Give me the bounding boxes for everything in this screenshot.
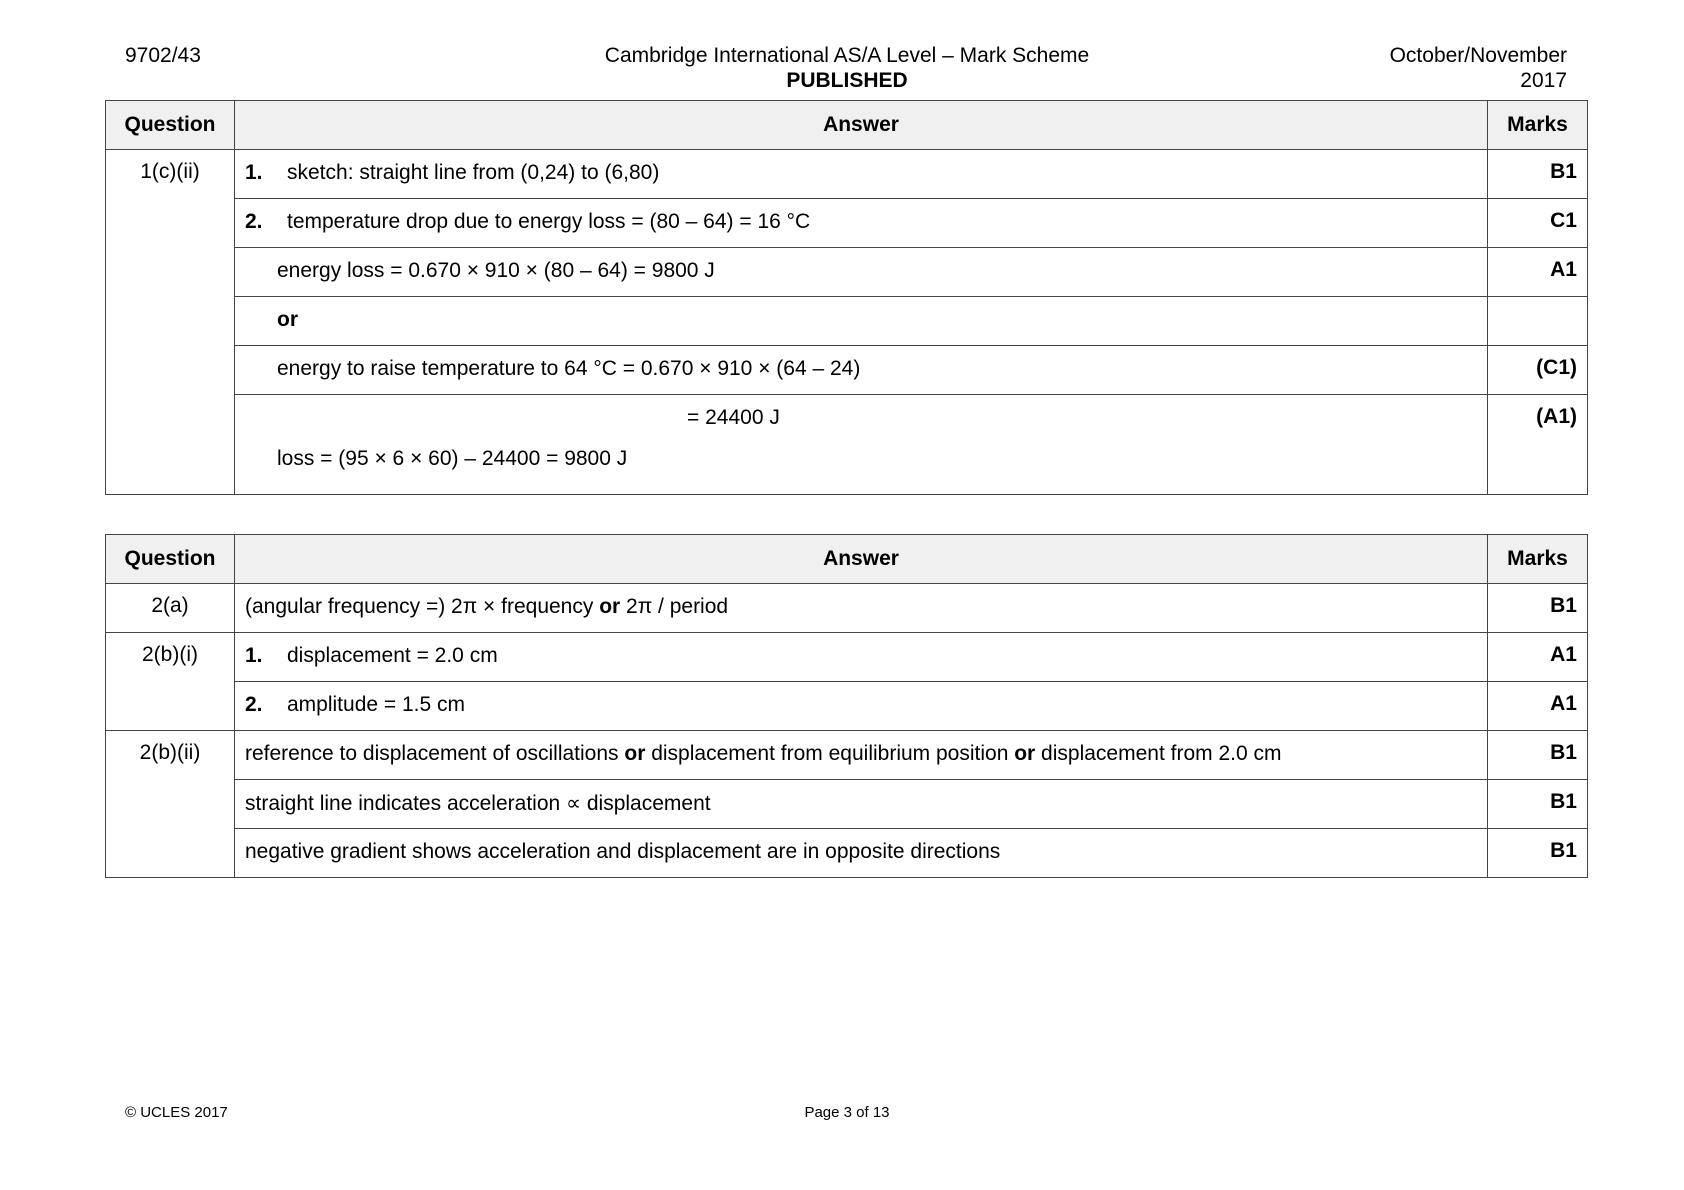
table-row	[106, 584, 1588, 633]
answer-text: temperature drop due to energy loss = (80 – 64) = 16 °C	[287, 210, 811, 233]
answer-part: (angular frequency =) 2π × frequency	[245, 595, 600, 618]
mark-code: B1	[1550, 594, 1577, 617]
answer-part: 2π / period	[620, 595, 729, 618]
answer-text: negative gradient shows acceleration and displacement are in opposite directions	[245, 840, 1001, 863]
mark-code: B1	[1550, 839, 1577, 862]
mark-code: B1	[1550, 790, 1577, 813]
marks-cell	[1488, 633, 1588, 682]
marks-header: Marks	[1488, 535, 1588, 584]
question-number: 2(a)	[151, 594, 189, 617]
answer-cell	[235, 584, 1488, 633]
answer-cell	[235, 297, 1488, 346]
answer-cell	[235, 731, 1488, 780]
answer-cell	[235, 682, 1488, 731]
table-row	[106, 395, 1588, 495]
answer-text	[235, 731, 1487, 766]
answer-header: Answer	[235, 101, 1488, 150]
marks-cell	[1488, 584, 1588, 633]
marks-header: Marks	[1488, 101, 1588, 150]
mark-scheme-table-1	[105, 100, 1588, 495]
answer-text: displacement = 2.0 cm	[287, 644, 498, 667]
question-cell	[106, 150, 235, 495]
marks-cell	[1488, 248, 1588, 297]
marks-cell	[1488, 150, 1588, 199]
table-row	[106, 199, 1588, 248]
mark-code: (C1)	[1536, 356, 1577, 379]
item-number: 1.	[245, 644, 263, 667]
marks-cell	[1488, 395, 1588, 495]
question-header: Question	[106, 101, 235, 150]
or-text: or	[599, 595, 621, 618]
table-row	[106, 150, 1588, 199]
answer-cell	[235, 346, 1488, 395]
answer-cell	[235, 199, 1488, 248]
answer-cell	[235, 150, 1488, 199]
answer-cell	[235, 248, 1488, 297]
session-year: 2017	[1520, 69, 1567, 92]
equation-result: = 24400 J	[687, 406, 780, 429]
answer-part: displacement from 2.0 cm	[1035, 742, 1282, 765]
answer-text: straight line indicates acceleration ∝ displacement	[245, 792, 711, 815]
answer-text: energy loss = 0.670 × 910 × (80 – 64) = 9800 J	[277, 259, 715, 282]
mark-code: B1	[1550, 160, 1577, 183]
session-label	[1390, 43, 1567, 93]
marks-cell	[1488, 682, 1588, 731]
answer-text	[235, 584, 1487, 619]
table-header-row	[106, 101, 1588, 150]
answer-part: reference to displacement of oscillations	[245, 742, 625, 765]
page-number: Page 3 of 13	[804, 1104, 890, 1121]
question-number: 1(c)(ii)	[140, 160, 200, 183]
or-text: or	[624, 742, 646, 765]
question-number: 2(b)(i)	[142, 643, 198, 666]
answer-text: energy to raise temperature to 64 °C = 0.670 × 910 × (64 – 24)	[277, 357, 861, 380]
item-number: 2.	[245, 210, 263, 233]
mark-code	[1488, 297, 1587, 307]
answer-text: amplitude = 1.5 cm	[287, 693, 466, 716]
table-row	[106, 346, 1588, 395]
mark-code: A1	[1550, 692, 1577, 715]
item-number: 2.	[245, 693, 263, 716]
mark-scheme-table-2	[105, 534, 1588, 878]
question-cell	[106, 633, 235, 731]
answer-text-2: loss = (95 × 6 × 60) – 24400 = 9800 J	[277, 447, 628, 470]
mark-code: (A1)	[1536, 405, 1577, 428]
answer-cell	[235, 633, 1488, 682]
mark-code: A1	[1550, 258, 1577, 281]
question-header: Question	[106, 535, 235, 584]
answer-cell	[235, 780, 1488, 829]
table-row	[106, 633, 1588, 682]
answer-text: sketch: straight line from (0,24) to (6,80)	[287, 161, 660, 184]
published-label: PUBLISHED	[786, 69, 908, 92]
or-text: or	[277, 308, 298, 331]
answer-text	[235, 395, 1487, 430]
answer-part: displacement from equilibrium position	[645, 742, 1015, 765]
table-row	[106, 780, 1588, 829]
marks-cell	[1488, 199, 1588, 248]
table-row	[106, 682, 1588, 731]
marks-cell	[1488, 780, 1588, 829]
mark-code: A1	[1550, 643, 1577, 666]
table-row	[106, 731, 1588, 780]
paper-code: 9702/43	[125, 44, 201, 67]
mark-code: C1	[1550, 209, 1577, 232]
or-text: or	[1014, 742, 1036, 765]
marks-cell	[1488, 829, 1588, 878]
answer-cell	[235, 829, 1488, 878]
table-row	[106, 297, 1588, 346]
question-cell	[106, 584, 235, 633]
table-row	[106, 248, 1588, 297]
question-cell	[106, 731, 235, 878]
marks-cell	[1488, 731, 1588, 780]
mark-code: B1	[1550, 741, 1577, 764]
marks-cell	[1488, 346, 1588, 395]
answer-cell	[235, 395, 1488, 495]
session-month: October/November	[1389, 44, 1567, 67]
question-number: 2(b)(ii)	[139, 741, 201, 764]
table-header-row	[106, 535, 1588, 584]
answer-header: Answer	[235, 535, 1488, 584]
table-row	[106, 829, 1588, 878]
item-number: 1.	[245, 161, 263, 184]
copyright-notice: © UCLES 2017	[125, 1104, 228, 1121]
marks-cell	[1488, 297, 1588, 346]
title-text: Cambridge International AS/A Level – Mark Scheme	[604, 44, 1090, 67]
